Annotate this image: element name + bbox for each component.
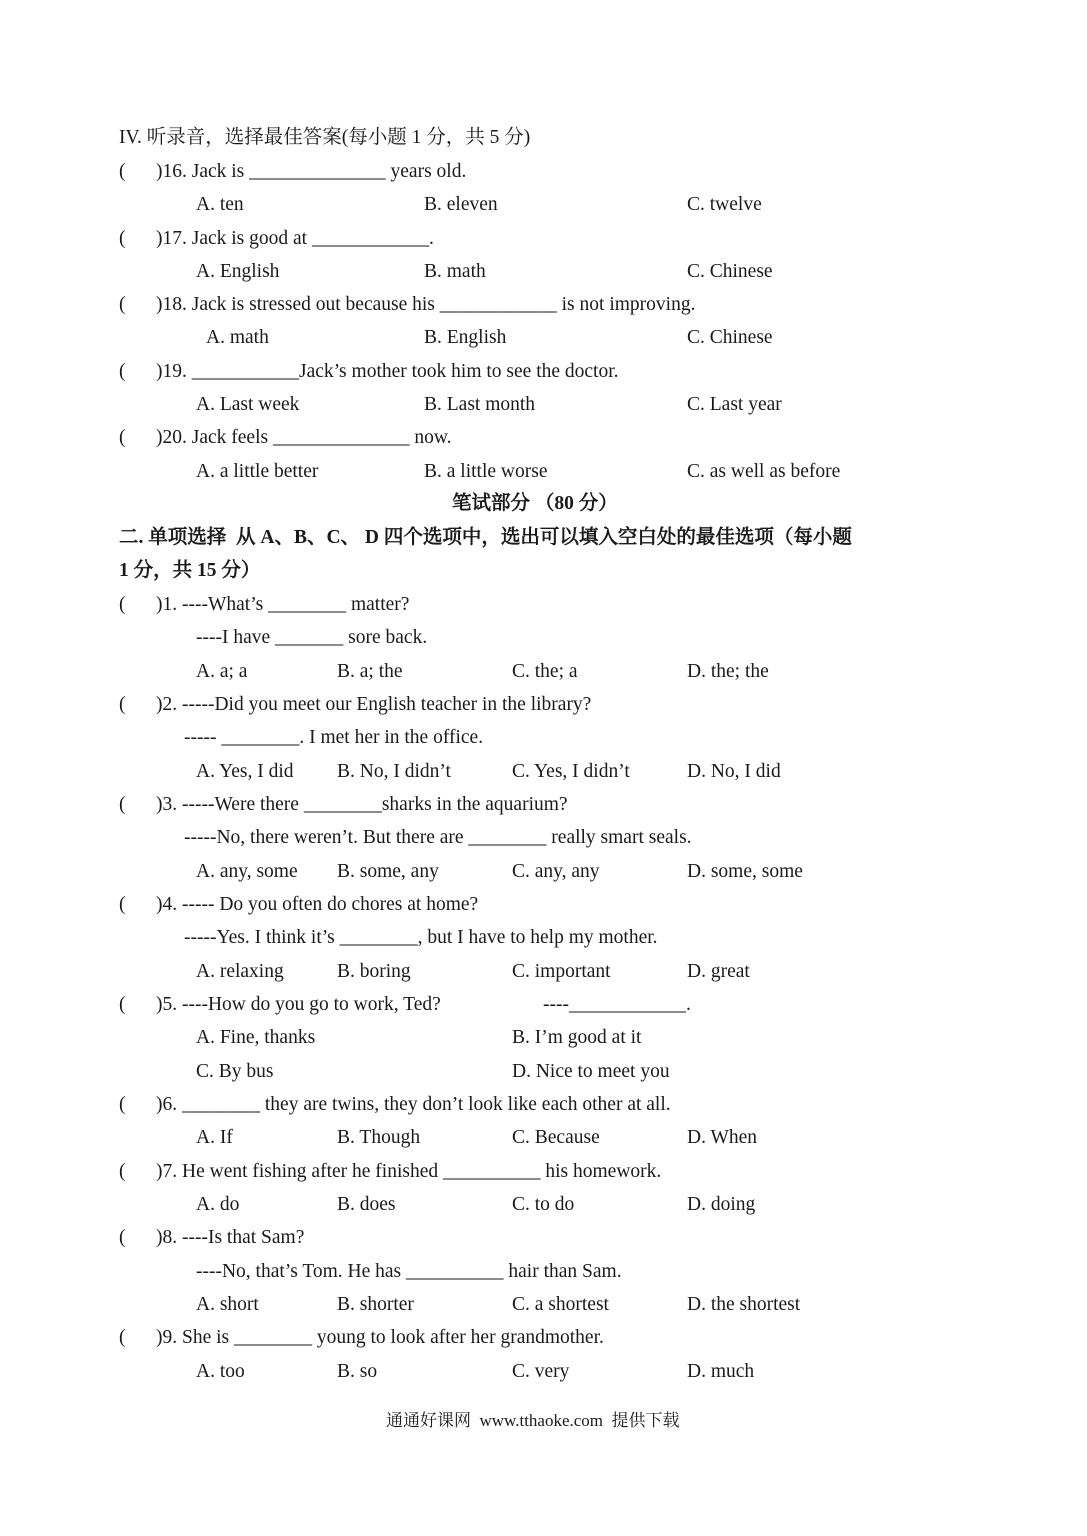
question-19-option-b: B. Last month (424, 394, 536, 415)
question-7-option-b: B. does (337, 1194, 396, 1215)
section-iv-header: IV. 听录音，选择最佳答案(每小题 1 分，共 5 分) (119, 127, 531, 148)
question-2-stem: )2. -----Did you meet our English teacher in the library? (156, 694, 592, 715)
question-18-stem: )18. Jack is stressed out because his ____________ is not improving. (156, 294, 696, 315)
answer-paren: ( (119, 361, 126, 382)
answer-paren: ( (119, 594, 126, 615)
answer-paren: ( (119, 794, 126, 815)
question-1-option-c: C. the; a (512, 661, 578, 682)
question-7-option-d: D. doing (687, 1194, 756, 1215)
question-5-stem: )5. ----How do you go to work, Ted? (156, 994, 441, 1015)
section-2-header-line1: 二. 单项选择 从 A、B、C、 D 四个选项中，选出可以填入空白处的最佳选项（每小题 (119, 527, 852, 548)
question-1-line2: ----I have _______ sore back. (196, 627, 428, 648)
answer-paren: ( (119, 427, 126, 448)
question-17-option-b: B. math (424, 261, 486, 282)
question-18-option-c: C. Chinese (687, 327, 773, 348)
question-3-stem: )3. -----Were there ________sharks in the aquarium? (156, 794, 568, 815)
question-5-option-b: B. I’m good at it (512, 1027, 642, 1048)
question-7-stem: )7. He went fishing after he finished __________ his homework. (156, 1161, 662, 1182)
question-6-option-c: C. Because (512, 1127, 600, 1148)
answer-paren: ( (119, 1327, 126, 1348)
question-3-option-a: A. any, some (196, 861, 298, 882)
question-2-option-b: B. No, I didn’t (337, 761, 451, 782)
page-footer: 通通好课网 www.tthaoke.com 提供下载 (386, 1411, 680, 1430)
answer-paren: ( (119, 1094, 126, 1115)
question-2-line2: ----- ________. I met her in the office. (184, 727, 484, 748)
question-4-option-d: D. great (687, 961, 750, 982)
answer-paren: ( (119, 994, 126, 1015)
question-8-option-a: A. short (196, 1294, 259, 1315)
question-20-option-c: C. as well as before (687, 461, 841, 482)
question-20-option-b: B. a little worse (424, 461, 548, 482)
answer-paren: ( (119, 694, 126, 715)
question-18-option-b: B. English (424, 327, 507, 348)
question-3-option-d: D. some, some (687, 861, 803, 882)
answer-paren: ( (119, 894, 126, 915)
question-8-option-c: C. a shortest (512, 1294, 609, 1315)
question-8-stem: )8. ----Is that Sam? (156, 1227, 305, 1248)
question-6-stem: )6. ________ they are twins, they don’t look like each other at all. (156, 1094, 671, 1115)
question-8-line2: ----No, that’s Tom. He has __________ hair than Sam. (196, 1261, 622, 1282)
question-3-option-c: C. any, any (512, 861, 600, 882)
question-4-option-a: A. relaxing (196, 961, 284, 982)
question-17-option-c: C. Chinese (687, 261, 773, 282)
question-17-stem: )17. Jack is good at ____________. (156, 228, 434, 249)
question-7-option-a: A. do (196, 1194, 240, 1215)
question-8-option-d: D. the shortest (687, 1294, 801, 1315)
question-4-option-b: B. boring (337, 961, 411, 982)
question-6-option-b: B. Though (337, 1127, 421, 1148)
question-1-option-a: A. a; a (196, 661, 248, 682)
question-1-option-d: D. the; the (687, 661, 769, 682)
question-19-option-a: A. Last week (196, 394, 300, 415)
question-4-line2: -----Yes. I think it’s ________, but I have to help my mother. (184, 927, 658, 948)
question-19-option-c: C. Last year (687, 394, 782, 415)
question-4-option-c: C. important (512, 961, 611, 982)
answer-paren: ( (119, 294, 126, 315)
question-20-stem: )20. Jack feels ______________ now. (156, 427, 452, 448)
question-9-option-a: A. too (196, 1361, 245, 1382)
question-1-option-b: B. a; the (337, 661, 403, 682)
answer-paren: ( (119, 1227, 126, 1248)
question-16-option-a: A. ten (196, 194, 244, 215)
question-19-stem: )19. ___________Jack’s mother took him to see the doctor. (156, 361, 619, 382)
question-5-option-c: C. By bus (196, 1061, 274, 1082)
question-2-option-a: A. Yes, I did (196, 761, 294, 782)
question-9-stem: )9. She is ________ young to look after her grandmother. (156, 1327, 604, 1348)
question-6-option-a: A. If (196, 1127, 233, 1148)
question-2-option-c: C. Yes, I didn’t (512, 761, 630, 782)
question-17-option-a: A. English (196, 261, 280, 282)
question-6-option-d: D. When (687, 1127, 758, 1148)
answer-paren: ( (119, 161, 126, 182)
question-8-option-b: B. shorter (337, 1294, 414, 1315)
question-9-option-d: D. much (687, 1361, 755, 1382)
question-9-option-c: C. very (512, 1361, 570, 1382)
question-5-option-a: A. Fine, thanks (196, 1027, 316, 1048)
answer-paren: ( (119, 1161, 126, 1182)
question-4-stem: )4. ----- Do you often do chores at home? (156, 894, 479, 915)
question-5-stem-tail: ----____________. (543, 994, 691, 1015)
written-part-title: 笔试部分 （80 分） (452, 493, 618, 514)
question-16-stem: )16. Jack is ______________ years old. (156, 161, 467, 182)
question-20-option-a: A. a little better (196, 461, 319, 482)
question-3-line2: -----No, there weren’t. But there are ________ really smart seals. (184, 827, 692, 848)
question-7-option-c: C. to do (512, 1194, 575, 1215)
question-3-option-b: B. some, any (337, 861, 439, 882)
question-16-option-b: B. eleven (424, 194, 498, 215)
question-18-option-a: A. math (206, 327, 269, 348)
question-5-option-d: D. Nice to meet you (512, 1061, 670, 1082)
question-1-stem: )1. ----What’s ________ matter? (156, 594, 410, 615)
question-2-option-d: D. No, I did (687, 761, 781, 782)
question-16-option-c: C. twelve (687, 194, 762, 215)
section-2-header-line2: 1 分，共 15 分） (119, 560, 261, 581)
question-9-option-b: B. so (337, 1361, 378, 1382)
answer-paren: ( (119, 228, 126, 249)
